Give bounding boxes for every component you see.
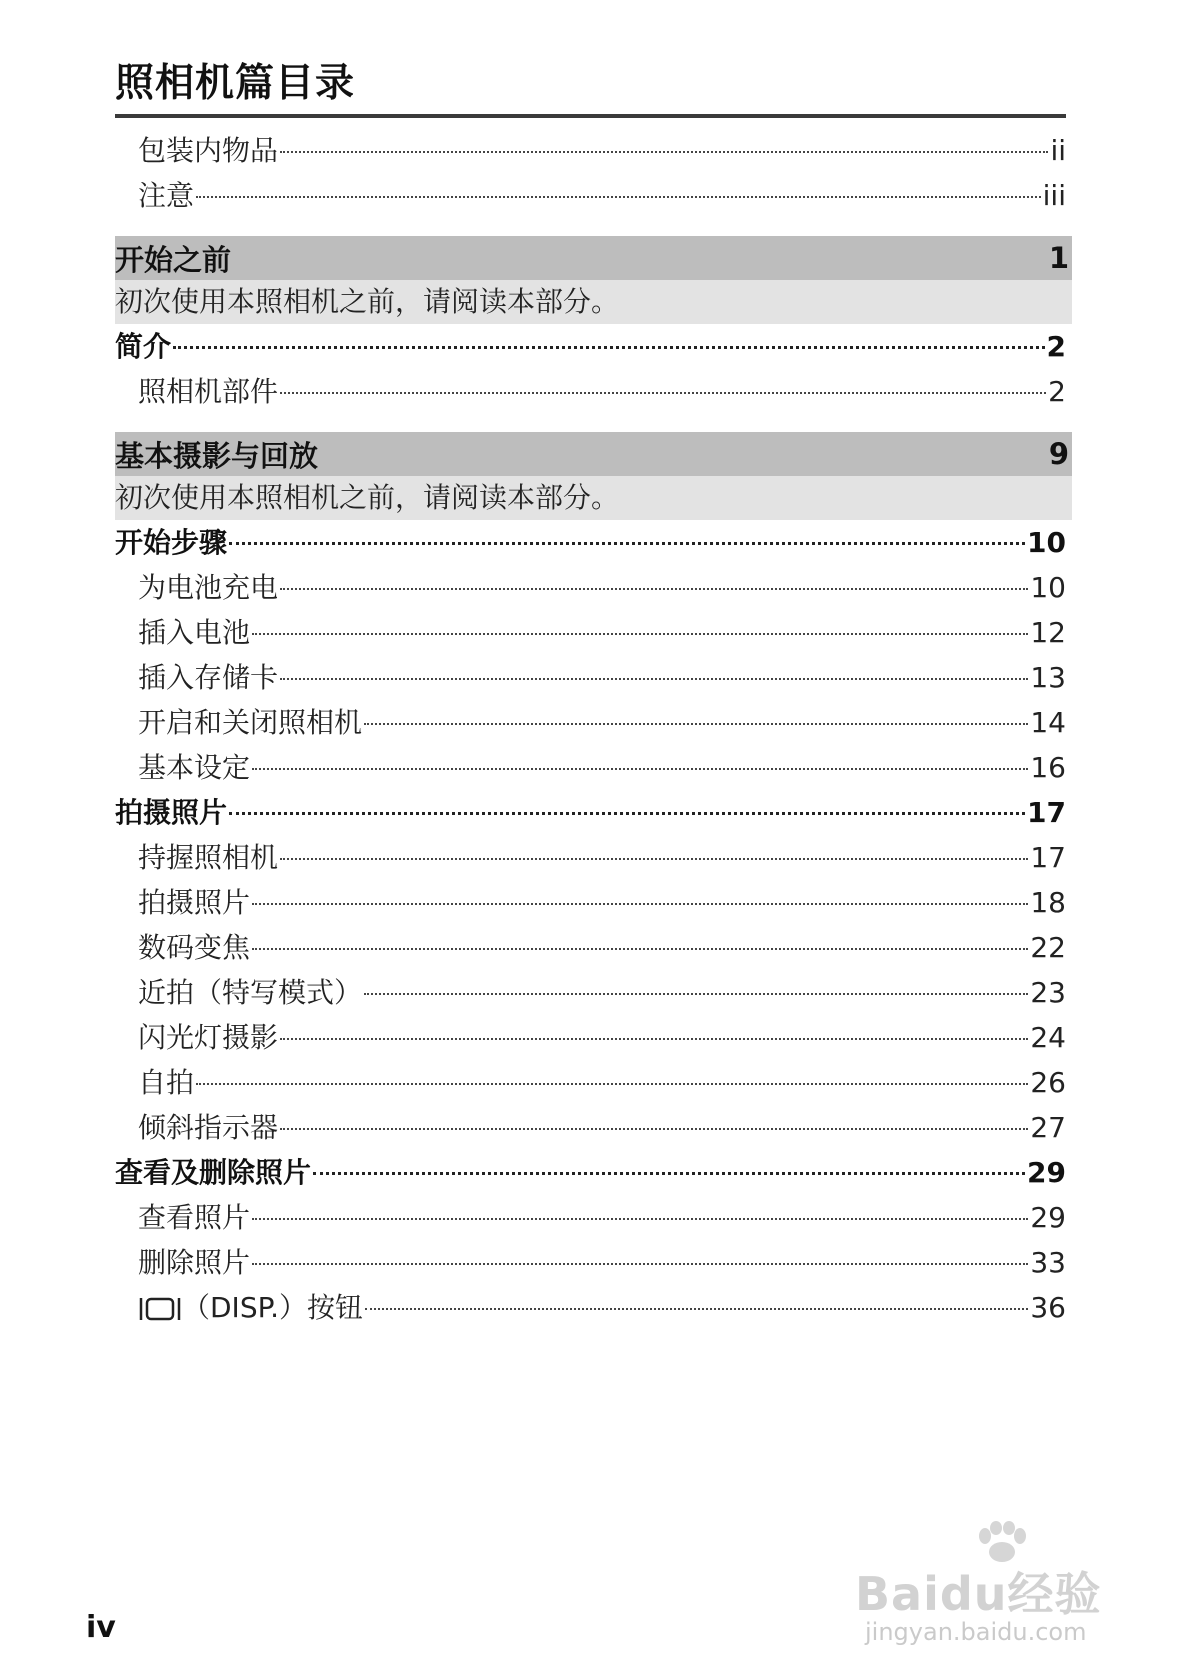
dot-leader (252, 946, 1028, 950)
section-header[interactable] (115, 236, 1072, 280)
dot-leader (252, 1261, 1028, 1265)
toc-entry-page: 22 (1030, 931, 1066, 964)
toc-entry-label-with-icon (138, 1285, 363, 1330)
toc-entry-page: 26 (1030, 1066, 1066, 1099)
toc-entry-label: 开启和关闭照相机 (138, 706, 363, 739)
dot-leader (229, 810, 1025, 815)
toc-chapter[interactable] (115, 1150, 1066, 1195)
toc-entry-page: 36 (1030, 1291, 1066, 1324)
toc-entry-page: 10 (1030, 571, 1066, 604)
baidu-watermark (855, 1510, 1155, 1650)
section-header[interactable] (115, 432, 1072, 476)
toc-entry[interactable] (115, 1195, 1066, 1240)
dot-leader (229, 540, 1025, 545)
section-entries (115, 324, 1066, 414)
toc-entry-label: 基本设定 (138, 751, 251, 784)
dot-leader (280, 1036, 1028, 1040)
section-description: 初次使用本照相机之前，请阅读本部分。 (115, 280, 1072, 324)
toc-entry[interactable] (115, 1105, 1066, 1150)
toc-entry[interactable] (115, 610, 1066, 655)
toc-chapter[interactable] (115, 520, 1066, 565)
dot-leader (280, 676, 1028, 680)
toc-entry-label: 插入电池 (138, 616, 251, 649)
dot-leader (196, 1081, 1028, 1085)
toc-entry[interactable] (115, 835, 1066, 880)
toc-entry-label: 包装内物品 (138, 134, 279, 167)
toc-entry[interactable] (115, 1060, 1066, 1105)
dot-leader (313, 1170, 1025, 1175)
toc-entry-label: 拍摄照片 (138, 886, 251, 919)
toc-entry-label: （DISP.）按钮 (182, 1291, 364, 1324)
section-title: 基本摄影与回放 (115, 438, 319, 473)
disp-icon (138, 1295, 182, 1323)
toc-entry-label: 持握照相机 (138, 841, 279, 874)
toc-entry[interactable] (115, 369, 1066, 414)
toc-entry-page: 13 (1030, 661, 1066, 694)
toc-entry-page: iii (1042, 179, 1066, 212)
watermark-brand: Baidu经验 (855, 1567, 1102, 1621)
toc-entry-label: 简介 (115, 330, 172, 363)
section-page: 1 (1048, 241, 1069, 275)
toc-entry[interactable] (115, 1285, 1066, 1330)
toc-entry-label: 数码变焦 (138, 931, 251, 964)
toc-entry-label: 近拍（特写模式） (138, 976, 363, 1009)
toc-entry-page: 14 (1030, 706, 1066, 739)
toc-entry-page: 33 (1030, 1246, 1066, 1279)
toc-entry[interactable] (115, 565, 1066, 610)
toc-entry-label: 闪光灯摄影 (138, 1021, 279, 1054)
toc-entry-label: 查看及删除照片 (115, 1156, 312, 1189)
dot-leader (364, 991, 1028, 995)
toc-entry-label: 拍摄照片 (115, 796, 228, 829)
section-entries (115, 520, 1066, 1330)
toc-entry-label: 查看照片 (138, 1201, 251, 1234)
dot-leader (280, 149, 1048, 153)
toc-entry-page: 2 (1048, 375, 1066, 408)
toc-page (115, 60, 1069, 1330)
toc-entry-page: 17 (1027, 796, 1066, 829)
dot-leader (252, 631, 1028, 635)
toc-chapter[interactable] (115, 324, 1066, 369)
section-block (115, 236, 1072, 324)
section-description: 初次使用本照相机之前，请阅读本部分。 (115, 476, 1072, 520)
toc-entry-label: 开始步骤 (115, 526, 228, 559)
toc-entry[interactable] (115, 745, 1066, 790)
toc-entry-page: 16 (1030, 751, 1066, 784)
page-title: 照相机篇目录 (115, 60, 1066, 118)
section-page: 9 (1048, 437, 1069, 471)
toc-entry-label: 照相机部件 (138, 375, 279, 408)
toc-entry-page: 18 (1030, 886, 1066, 919)
toc-entry-label: 为电池充电 (138, 571, 279, 604)
toc-entry-label: 注意 (138, 179, 195, 212)
dot-leader (280, 390, 1046, 394)
section-title: 开始之前 (115, 242, 232, 277)
dot-leader (252, 1216, 1028, 1220)
toc-entry-page: ii (1050, 134, 1066, 167)
toc-entry-label: 删除照片 (138, 1246, 251, 1279)
toc-entry-page: 27 (1030, 1111, 1066, 1144)
toc-entry-label: 倾斜指示器 (138, 1111, 279, 1144)
toc-entry-page: 10 (1027, 526, 1066, 559)
toc-entry-page: 29 (1027, 1156, 1066, 1189)
watermark-url: jingyan.baidu.com (865, 1618, 1087, 1646)
toc-entry-page: 2 (1046, 330, 1066, 363)
toc-entry-page: 17 (1030, 841, 1066, 874)
toc-entry-page: 12 (1030, 616, 1066, 649)
toc-entry-page: 29 (1030, 1201, 1066, 1234)
toc-entry[interactable] (115, 1240, 1066, 1285)
dot-leader (196, 194, 1041, 198)
front-matter-list (115, 128, 1066, 218)
toc-entry[interactable] (115, 173, 1066, 218)
toc-entry-page: 24 (1030, 1021, 1066, 1054)
toc-entry-label: 插入存储卡 (138, 661, 279, 694)
toc-entry[interactable] (115, 1015, 1066, 1060)
dot-leader (365, 1306, 1028, 1310)
toc-entry[interactable] (115, 970, 1066, 1015)
dot-leader (173, 344, 1045, 349)
dot-leader (252, 901, 1028, 905)
section-block (115, 432, 1072, 520)
toc-entry[interactable] (115, 880, 1066, 925)
dot-leader (364, 721, 1028, 725)
toc-entry-page: 23 (1030, 976, 1066, 1009)
toc-entry[interactable] (115, 925, 1066, 970)
toc-entry[interactable] (115, 128, 1066, 173)
dot-leader (252, 766, 1028, 770)
dot-leader (280, 586, 1028, 590)
dot-leader (280, 856, 1028, 860)
toc-entry-label: 自拍 (138, 1066, 195, 1099)
toc-entry[interactable] (115, 700, 1066, 745)
page-number: iv (86, 1610, 116, 1645)
toc-entry[interactable] (115, 655, 1066, 700)
toc-chapter[interactable] (115, 790, 1066, 835)
dot-leader (280, 1126, 1028, 1130)
